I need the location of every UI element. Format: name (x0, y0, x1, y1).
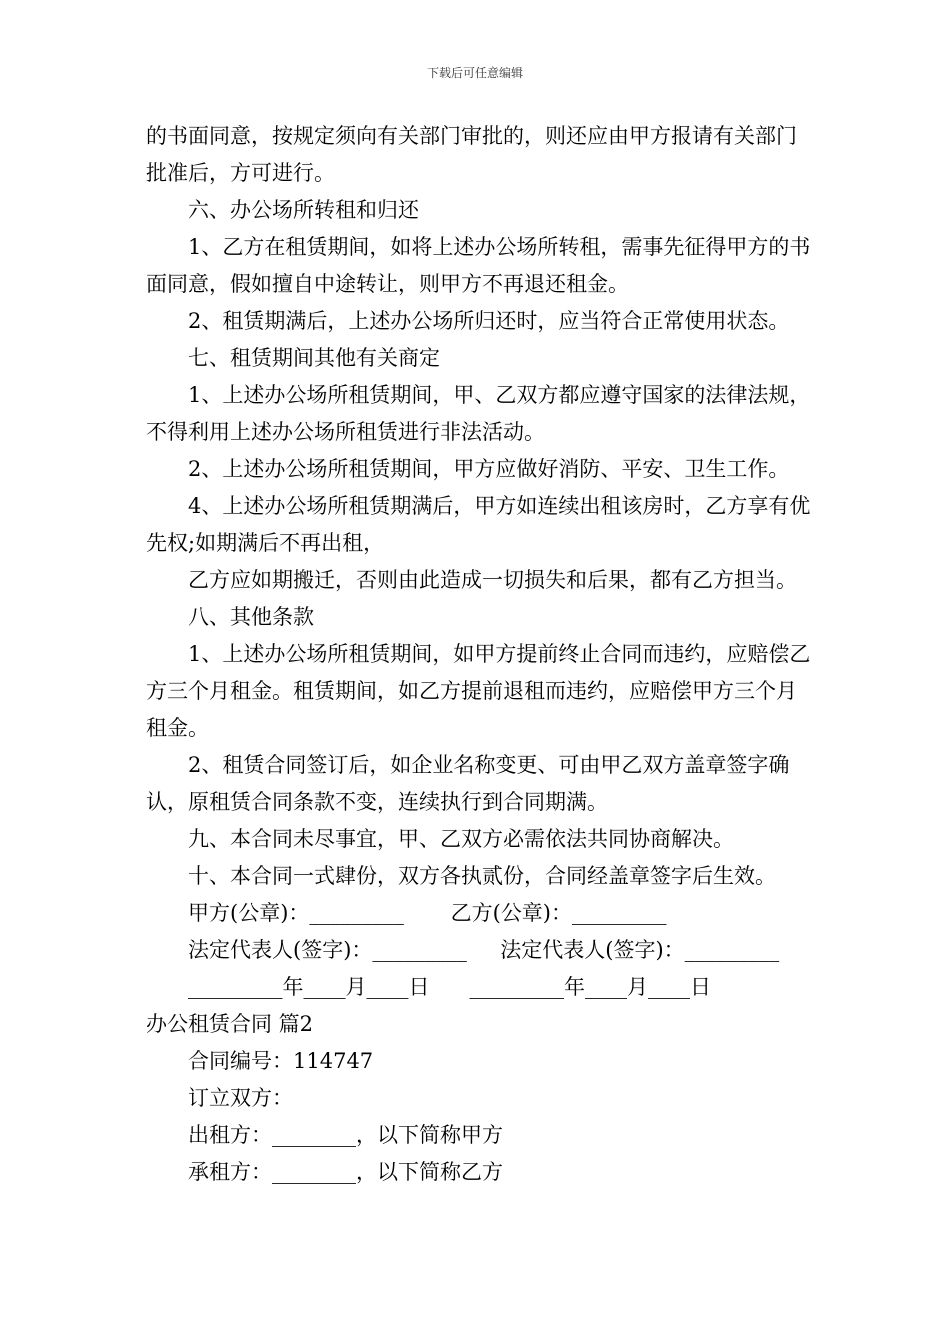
section-heading-8: 八、其他条款 (188, 605, 314, 629)
clause-7-1: 1、上述办公场所租赁期间，甲、乙双方都应遵守国家的法律法规，不得利用上述办公场所租赁进行非法活动。 (146, 383, 811, 444)
signature-representative-line: 法定代表人(签字)：_________ 法定代表人(签字)：_________ (188, 938, 780, 962)
section-heading-7: 七、租赁期间其他有关商定 (188, 346, 440, 370)
clause-8-1: 1、上述办公场所租赁期间，如甲方提前终止合同而违约，应赔偿乙方三个月租金。租赁期间，如乙方提前退租而违约，应赔偿甲方三个月租金。 (146, 642, 811, 740)
lessee-line: 承租方：________，以下简称乙方 (188, 1160, 503, 1184)
clause-6-2: 2、租赁期满后，上述办公场所归还时，应当符合正常使用状态。 (188, 309, 790, 333)
clause-8-2: 2、租赁合同签订后，如企业名称变更、可由甲乙双方盖章签字确认，原租赁合同条款不变，连续执行到合同期满。 (146, 753, 790, 814)
clause-7-2: 2、上述办公场所租赁期间，甲方应做好消防、平安、卫生工作。 (188, 457, 790, 481)
clause-9: 九、本合同未尽事宜，甲、乙双方必需依法共同协商解决。 (188, 827, 734, 851)
contract-number: 合同编号：114747 (188, 1049, 374, 1073)
clause-6-1: 1、乙方在租赁期间，如将上述办公场所转租，需事先征得甲方的书面同意，假如擅自中途转让，则甲方不再退还租金。 (146, 235, 811, 296)
paragraph-continuation: 的书面同意，按规定须向有关部门审批的，则还应由甲方报请有关部门批准后，方可进行。 (146, 124, 797, 185)
clause-7-4: 4、上述办公场所租赁期满后，甲方如连续出租该房时，乙方享有优先权;如期满后不再出租， (146, 494, 811, 555)
clause-10: 十、本合同一式肆份，双方各执贰份，合同经盖章签字后生效。 (188, 864, 776, 888)
signature-seal-line: 甲方(公章)：_________ 乙方(公章)：_________ (188, 901, 667, 925)
section-2-title: 办公租赁合同 篇2 (146, 1012, 314, 1036)
parties-heading: 订立双方： (188, 1086, 293, 1110)
lessor-line: 出租方：________，以下简称甲方 (188, 1123, 503, 1147)
page-header: 下载后可任意编辑 (426, 66, 523, 80)
signature-date-line: _________年____月____日 _________年____月____日 (188, 975, 712, 999)
document-body (146, 118, 814, 1191)
clause-7-4-continued: 乙方应如期搬迁，否则由此造成一切损失和后果，都有乙方担当。 (188, 568, 797, 592)
section-heading-6: 六、办公场所转租和归还 (188, 198, 419, 222)
